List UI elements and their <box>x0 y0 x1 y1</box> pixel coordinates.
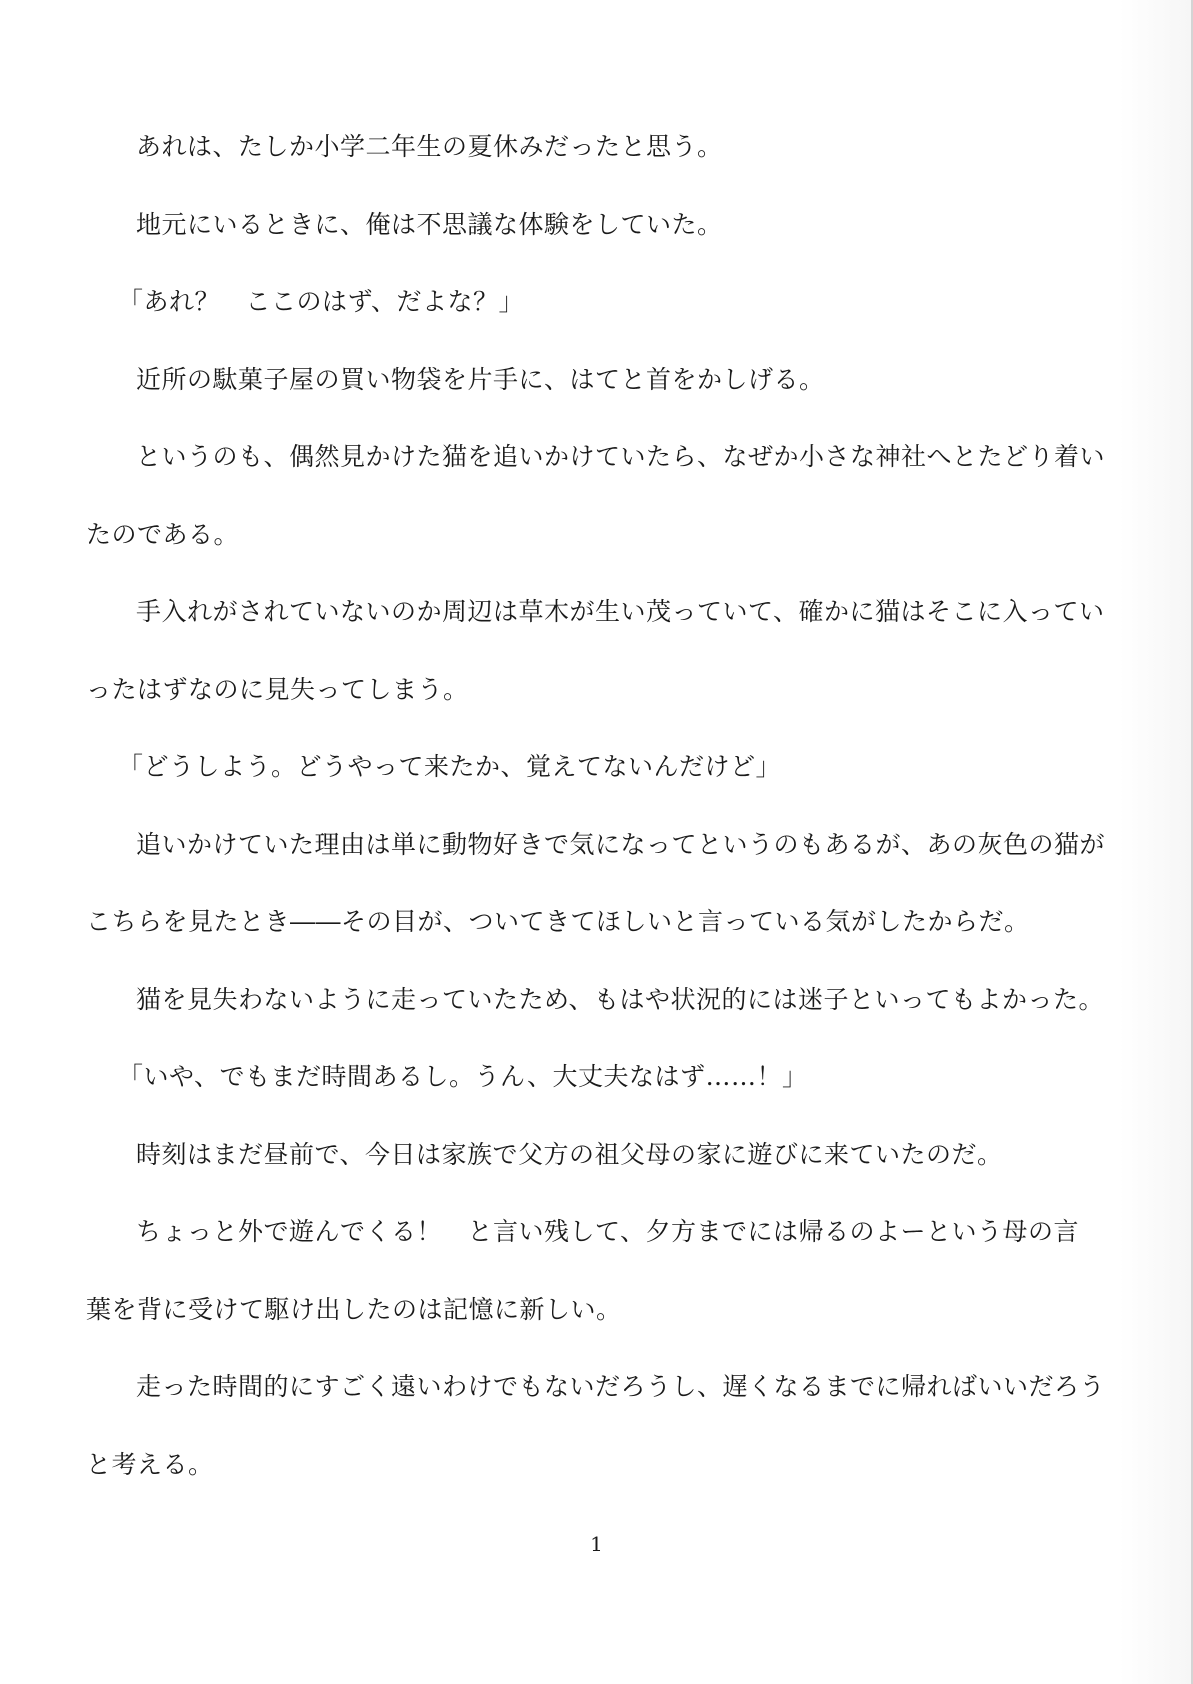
paragraph-line-2: 地元にいるときに、俺は不思議な体験をしていた。 <box>136 210 723 239</box>
paragraph-line-9: ちょっと外で遊んでくる！ と言い残して、夕方までには帰るのよーという母の言 <box>136 1217 1080 1246</box>
paragraph-line-5-continued: ったはずなのに見失ってしまう。 <box>86 675 469 704</box>
dialogue-line-2: 「どうしよう。どうやって来たか、覚えてないんだけど」 <box>118 752 782 781</box>
paragraph-line-6-continued: こちらを見たとき――その目が、ついてきてほしいと言っている気がしたからだ。 <box>86 907 1030 936</box>
paragraph-line-1: あれは、たしか小学二年生の夏休みだったと思う。 <box>136 132 723 161</box>
paragraph-line-3: 近所の駄菓子屋の買い物袋を片手に、はてと首をかしげる。 <box>136 365 825 394</box>
paragraph-line-4: というのも、偶然見かけた猫を追いかけていたら、なぜか小さな神社へとたどり着い <box>136 442 1106 471</box>
dialogue-line-1: 「あれ？ ここのはず、だよな？」 <box>118 287 525 316</box>
paragraph-line-9-continued: 葉を背に受けて駆け出したのは記憶に新しい。 <box>86 1295 622 1324</box>
paragraph-line-4-continued: たのである。 <box>86 520 240 549</box>
paragraph-line-5: 手入れがされていないのか周辺は草木が生い茂っていて、確かに猫はそこに入ってい <box>136 597 1105 626</box>
paragraph-line-8: 時刻はまだ昼前で、今日は家族で父方の祖父母の家に遊びに来ていたのだ。 <box>136 1140 1003 1169</box>
paragraph-line-10: 走った時間的にすごく遠いわけでもないだろうし、遅くなるまでに帰ればいいだろう <box>136 1372 1106 1401</box>
paragraph-line-6: 追いかけていた理由は単に動物好きで気になってというのもあるが、あの灰色の猫が <box>136 830 1106 859</box>
page-number: 1 <box>590 1532 603 1556</box>
paragraph-line-7: 猫を見失わないように走っていたため、もはや状況的には迷子といってもよかった。 <box>136 985 1105 1014</box>
dialogue-line-3: 「いや、でもまだ時間あるし。うん、大丈夫なはず……！」 <box>118 1062 808 1091</box>
paragraph-line-10-continued: と考える。 <box>86 1450 214 1479</box>
